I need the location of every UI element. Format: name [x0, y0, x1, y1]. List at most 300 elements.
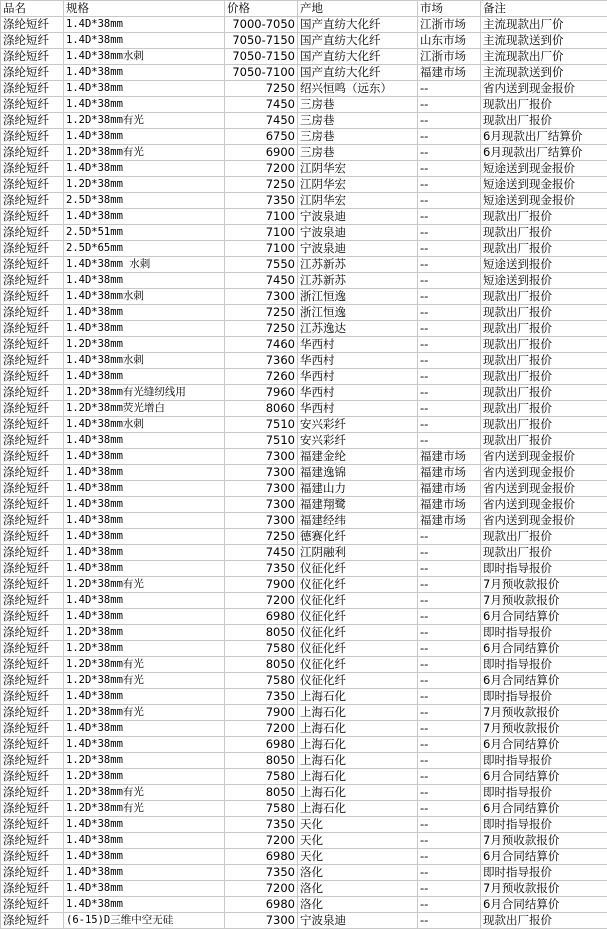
price-cell: 7200 [225, 161, 298, 177]
header-price: 价格 [225, 1, 298, 17]
market-cell: -- [418, 353, 481, 369]
table-row [1, 289, 607, 305]
remark-cell: 省内送到现金报价 [481, 497, 607, 513]
market-cell: -- [418, 385, 481, 401]
remark-cell: 现款出厂报价 [481, 289, 607, 305]
price-cell: 7250 [225, 529, 298, 545]
price-cell: 7300 [225, 513, 298, 529]
price-cell: 7100 [225, 241, 298, 257]
market-cell: -- [418, 913, 481, 929]
price-cell: 7350 [225, 561, 298, 577]
remark-cell: 现款出厂报价 [481, 401, 607, 417]
spec-cell: 1.2D*38mm有光 [64, 705, 225, 721]
origin-cell: 江苏逸达 [298, 321, 418, 337]
market-cell: 福建市场 [418, 449, 481, 465]
remark-cell: 即时指导报价 [481, 785, 607, 801]
price-cell: 8050 [225, 657, 298, 673]
price-cell: 7510 [225, 433, 298, 449]
price-cell: 7100 [225, 225, 298, 241]
origin-cell: 福建山力 [298, 481, 418, 497]
spec-cell: 1.4D*38mm [64, 529, 225, 545]
product-name-cell: 涤纶短纤 [1, 833, 64, 849]
price-cell: 7350 [225, 817, 298, 833]
remark-cell: 现款出厂报价 [481, 305, 607, 321]
table-row [1, 49, 607, 65]
header-spec: 规格 [64, 1, 225, 17]
origin-cell: 华西村 [298, 385, 418, 401]
remark-cell: 即时指导报价 [481, 817, 607, 833]
product-name-cell: 涤纶短纤 [1, 737, 64, 753]
product-name-cell: 涤纶短纤 [1, 81, 64, 97]
table-row [1, 129, 607, 145]
product-name-cell: 涤纶短纤 [1, 769, 64, 785]
product-name-cell: 涤纶短纤 [1, 113, 64, 129]
market-cell: -- [418, 897, 481, 913]
remark-cell: 主流现款出厂价 [481, 49, 607, 65]
product-name-cell: 涤纶短纤 [1, 337, 64, 353]
table-row [1, 385, 607, 401]
spec-cell: 1.4D*38mm [64, 865, 225, 881]
table-row [1, 817, 607, 833]
origin-cell: 浙江恒逸 [298, 305, 418, 321]
price-cell: 7250 [225, 81, 298, 97]
origin-cell: 浙江恒逸 [298, 289, 418, 305]
origin-cell: 江苏新苏 [298, 257, 418, 273]
price-cell: 7200 [225, 593, 298, 609]
market-cell: -- [418, 81, 481, 97]
product-name-cell: 涤纶短纤 [1, 721, 64, 737]
spec-cell: 1.4D*38mm [64, 833, 225, 849]
spec-cell: 1.4D*38mm [64, 721, 225, 737]
table-row [1, 257, 607, 273]
product-name-cell: 涤纶短纤 [1, 17, 64, 33]
table-row [1, 577, 607, 593]
origin-cell: 仪征化纤 [298, 625, 418, 641]
market-cell: -- [418, 209, 481, 225]
market-cell: 福建市场 [418, 497, 481, 513]
origin-cell: 华西村 [298, 401, 418, 417]
table-row [1, 561, 607, 577]
market-cell: -- [418, 161, 481, 177]
product-name-cell: 涤纶短纤 [1, 257, 64, 273]
origin-cell: 宁波泉迪 [298, 225, 418, 241]
table-row [1, 913, 607, 929]
remark-cell: 6月合同结算价 [481, 897, 607, 913]
spec-cell: 1.2D*38mm [64, 641, 225, 657]
spec-cell: 1.4D*38mm [64, 593, 225, 609]
table-row [1, 481, 607, 497]
product-name-cell: 涤纶短纤 [1, 225, 64, 241]
price-cell: 7350 [225, 865, 298, 881]
product-name-cell: 涤纶短纤 [1, 545, 64, 561]
spec-cell: 1.4D*38mm [64, 33, 225, 49]
table-row [1, 865, 607, 881]
spec-cell: 1.4D*38mm [64, 305, 225, 321]
product-name-cell: 涤纶短纤 [1, 241, 64, 257]
table-row [1, 145, 607, 161]
table-row [1, 433, 607, 449]
remark-cell: 现款出厂报价 [481, 353, 607, 369]
remark-cell: 现款出厂报价 [481, 385, 607, 401]
product-name-cell: 涤纶短纤 [1, 753, 64, 769]
origin-cell: 宁波泉迪 [298, 241, 418, 257]
table-row [1, 353, 607, 369]
origin-cell: 上海石化 [298, 801, 418, 817]
origin-cell: 绍兴恒鸣（远东） [298, 81, 418, 97]
product-name-cell: 涤纶短纤 [1, 65, 64, 81]
market-cell: -- [418, 145, 481, 161]
price-cell: 6980 [225, 849, 298, 865]
origin-cell: 仪征化纤 [298, 577, 418, 593]
table-row [1, 593, 607, 609]
price-cell: 7300 [225, 289, 298, 305]
origin-cell: 上海石化 [298, 769, 418, 785]
remark-cell: 7月预收款报价 [481, 593, 607, 609]
remark-cell: 即时指导报价 [481, 657, 607, 673]
price-cell: 7450 [225, 97, 298, 113]
market-cell: -- [418, 273, 481, 289]
product-name-cell: 涤纶短纤 [1, 49, 64, 65]
price-cell: 7510 [225, 417, 298, 433]
product-name-cell: 涤纶短纤 [1, 449, 64, 465]
market-cell: -- [418, 113, 481, 129]
price-cell: 7580 [225, 769, 298, 785]
table-row [1, 273, 607, 289]
price-cell: 7460 [225, 337, 298, 353]
price-cell: 7000-7050 [225, 17, 298, 33]
table-row [1, 753, 607, 769]
product-name-cell: 涤纶短纤 [1, 625, 64, 641]
price-cell: 7580 [225, 673, 298, 689]
product-name-cell: 涤纶短纤 [1, 561, 64, 577]
spec-cell: 1.4D*38mm [64, 65, 225, 81]
spec-cell: 1.4D*38mm [64, 481, 225, 497]
remark-cell: 现款出厂报价 [481, 321, 607, 337]
origin-cell: 江阴华宏 [298, 193, 418, 209]
remark-cell: 6月合同结算价 [481, 737, 607, 753]
spec-cell: 1.2D*38mm有光 [64, 657, 225, 673]
price-cell: 7580 [225, 801, 298, 817]
header-market: 市场 [418, 1, 481, 17]
market-cell: -- [418, 881, 481, 897]
spec-cell: 1.4D*38mm水刺 [64, 353, 225, 369]
origin-cell: 天化 [298, 817, 418, 833]
origin-cell: 天化 [298, 849, 418, 865]
table-row [1, 529, 607, 545]
price-cell: 7350 [225, 193, 298, 209]
origin-cell: 仪征化纤 [298, 673, 418, 689]
product-name-cell: 涤纶短纤 [1, 817, 64, 833]
origin-cell: 上海石化 [298, 689, 418, 705]
product-name-cell: 涤纶短纤 [1, 593, 64, 609]
spec-cell: 1.2D*38mm有光 [64, 785, 225, 801]
remark-cell: 现款出厂报价 [481, 529, 607, 545]
market-cell: -- [418, 689, 481, 705]
table-row [1, 337, 607, 353]
market-cell: -- [418, 753, 481, 769]
price-cell: 7580 [225, 641, 298, 657]
origin-cell: 上海石化 [298, 737, 418, 753]
table-row [1, 657, 607, 673]
remark-cell: 6月合同结算价 [481, 641, 607, 657]
price-cell: 7360 [225, 353, 298, 369]
origin-cell: 仪征化纤 [298, 609, 418, 625]
origin-cell: 上海石化 [298, 705, 418, 721]
remark-cell: 现款出厂报价 [481, 913, 607, 929]
remark-cell: 省内送到现金报价 [481, 81, 607, 97]
spec-cell: 1.2D*38mm有光 [64, 113, 225, 129]
table-row [1, 737, 607, 753]
spec-cell: 1.2D*38mm荧光增白 [64, 401, 225, 417]
origin-cell: 上海石化 [298, 753, 418, 769]
spec-cell: 1.4D*38mm [64, 817, 225, 833]
price-cell: 6980 [225, 897, 298, 913]
remark-cell: 现款出厂报价 [481, 337, 607, 353]
table-row [1, 177, 607, 193]
origin-cell: 上海石化 [298, 785, 418, 801]
market-cell: -- [418, 97, 481, 113]
table-row [1, 465, 607, 481]
remark-cell: 短途送到现金报价 [481, 193, 607, 209]
table-row [1, 625, 607, 641]
remark-cell: 省内送到现金报价 [481, 481, 607, 497]
market-cell: -- [418, 129, 481, 145]
remark-cell: 主流现款送到价 [481, 65, 607, 81]
price-cell: 7100 [225, 209, 298, 225]
remark-cell: 现款出厂报价 [481, 433, 607, 449]
price-cell: 8050 [225, 625, 298, 641]
market-cell: -- [418, 817, 481, 833]
spec-cell: 1.4D*38mm [64, 129, 225, 145]
origin-cell: 洛化 [298, 881, 418, 897]
price-cell: 7260 [225, 369, 298, 385]
product-name-cell: 涤纶短纤 [1, 689, 64, 705]
product-name-cell: 涤纶短纤 [1, 385, 64, 401]
table-row [1, 113, 607, 129]
remark-cell: 现款出厂报价 [481, 209, 607, 225]
header-remark: 备注 [481, 1, 607, 17]
remark-cell: 7月预收款报价 [481, 833, 607, 849]
origin-cell: 天化 [298, 833, 418, 849]
spec-cell: 1.2D*38mm [64, 177, 225, 193]
product-name-cell: 涤纶短纤 [1, 273, 64, 289]
market-cell: -- [418, 241, 481, 257]
market-cell: -- [418, 337, 481, 353]
table-row [1, 545, 607, 561]
market-cell: -- [418, 577, 481, 593]
product-name-cell: 涤纶短纤 [1, 33, 64, 49]
remark-cell: 短途送到报价 [481, 257, 607, 273]
origin-cell: 三房巷 [298, 145, 418, 161]
remark-cell: 7月预收款报价 [481, 577, 607, 593]
origin-cell: 三房巷 [298, 97, 418, 113]
remark-cell: 即时指导报价 [481, 689, 607, 705]
market-cell: -- [418, 801, 481, 817]
spec-cell: 1.4D*38mm [64, 433, 225, 449]
spec-cell: 1.2D*38mm [64, 625, 225, 641]
product-name-cell: 涤纶短纤 [1, 609, 64, 625]
product-name-cell: 涤纶短纤 [1, 785, 64, 801]
origin-cell: 华西村 [298, 353, 418, 369]
spec-cell: 1.4D*38mm [64, 449, 225, 465]
table-row [1, 193, 607, 209]
price-cell: 7900 [225, 577, 298, 593]
origin-cell: 福建金纶 [298, 449, 418, 465]
origin-cell: 安兴彩纤 [298, 417, 418, 433]
product-name-cell: 涤纶短纤 [1, 369, 64, 385]
spec-cell: 1.2D*38mm有光 [64, 673, 225, 689]
market-cell: -- [418, 865, 481, 881]
table-row [1, 321, 607, 337]
table-row [1, 33, 607, 49]
spec-cell: 1.4D*38mm [64, 897, 225, 913]
price-cell: 7300 [225, 449, 298, 465]
product-name-cell: 涤纶短纤 [1, 161, 64, 177]
product-name-cell: 涤纶短纤 [1, 433, 64, 449]
origin-cell: 德赛化纤 [298, 529, 418, 545]
origin-cell: 江阴华宏 [298, 161, 418, 177]
price-cell: 6980 [225, 737, 298, 753]
origin-cell: 国产直纺大化纤 [298, 65, 418, 81]
market-cell: -- [418, 289, 481, 305]
spec-cell: 2.5D*51mm [64, 225, 225, 241]
price-cell: 7450 [225, 545, 298, 561]
table-row [1, 801, 607, 817]
remark-cell: 6月合同结算价 [481, 801, 607, 817]
remark-cell: 6月合同结算价 [481, 849, 607, 865]
spec-cell: 1.4D*38mm [64, 97, 225, 113]
origin-cell: 国产直纺大化纤 [298, 49, 418, 65]
spec-cell: 1.2D*38mm有光 [64, 145, 225, 161]
spec-cell: 1.4D*38mm [64, 881, 225, 897]
spec-cell: 1.4D*38mm [64, 17, 225, 33]
market-cell: -- [418, 545, 481, 561]
remark-cell: 短途送到报价 [481, 273, 607, 289]
remark-cell: 7月预收款报价 [481, 705, 607, 721]
market-cell: 江浙市场 [418, 49, 481, 65]
market-cell: -- [418, 561, 481, 577]
price-cell: 7450 [225, 273, 298, 289]
product-name-cell: 涤纶短纤 [1, 417, 64, 433]
table-row [1, 641, 607, 657]
product-name-cell: 涤纶短纤 [1, 897, 64, 913]
market-cell: -- [418, 401, 481, 417]
market-cell: -- [418, 769, 481, 785]
spec-cell: 1.4D*38mm [64, 369, 225, 385]
table-row [1, 401, 607, 417]
table-row [1, 609, 607, 625]
market-cell: -- [418, 305, 481, 321]
market-cell: -- [418, 833, 481, 849]
market-cell: -- [418, 417, 481, 433]
spec-cell: 1.4D*38mm [64, 321, 225, 337]
header-row [1, 1, 607, 17]
spec-cell: 2.5D*65mm [64, 241, 225, 257]
remark-cell: 现款出厂报价 [481, 225, 607, 241]
market-cell: -- [418, 257, 481, 273]
remark-cell: 省内送到现金报价 [481, 465, 607, 481]
product-name-cell: 涤纶短纤 [1, 129, 64, 145]
product-name-cell: 涤纶短纤 [1, 353, 64, 369]
price-cell: 7250 [225, 305, 298, 321]
table-row [1, 721, 607, 737]
price-cell: 7250 [225, 177, 298, 193]
spec-cell: 2.5D*38mm [64, 193, 225, 209]
market-cell: 福建市场 [418, 465, 481, 481]
spec-cell: 1.4D*38mm水刺 [64, 417, 225, 433]
product-name-cell: 涤纶短纤 [1, 305, 64, 321]
product-name-cell: 涤纶短纤 [1, 193, 64, 209]
spec-cell: 1.4D*38mm [64, 161, 225, 177]
table-row [1, 705, 607, 721]
price-cell: 6900 [225, 145, 298, 161]
product-name-cell: 涤纶短纤 [1, 289, 64, 305]
remark-cell: 现款出厂报价 [481, 97, 607, 113]
spec-cell: (6-15)D三维中空无硅 [64, 913, 225, 929]
market-cell: -- [418, 849, 481, 865]
origin-cell: 福建经纬 [298, 513, 418, 529]
market-cell: -- [418, 641, 481, 657]
product-name-cell: 涤纶短纤 [1, 209, 64, 225]
remark-cell: 现款出厂报价 [481, 545, 607, 561]
spec-cell: 1.4D*38mm [64, 609, 225, 625]
product-name-cell: 涤纶短纤 [1, 577, 64, 593]
origin-cell: 上海石化 [298, 721, 418, 737]
market-cell: 福建市场 [418, 65, 481, 81]
table-row [1, 689, 607, 705]
price-cell: 7300 [225, 913, 298, 929]
remark-cell: 现款出厂报价 [481, 113, 607, 129]
table-row [1, 305, 607, 321]
spec-cell: 1.4D*38mm [64, 849, 225, 865]
spec-cell: 1.4D*38mm [64, 561, 225, 577]
market-cell: 福建市场 [418, 481, 481, 497]
table-row [1, 417, 607, 433]
spec-cell: 1.4D*38mm [64, 465, 225, 481]
table-row [1, 673, 607, 689]
remark-cell: 现款出厂报价 [481, 241, 607, 257]
spec-cell: 1.2D*38mm [64, 337, 225, 353]
spec-cell: 1.4D*38mm水刺 [64, 289, 225, 305]
price-cell: 6980 [225, 609, 298, 625]
market-cell: -- [418, 529, 481, 545]
price-cell: 7050-7150 [225, 33, 298, 49]
price-cell: 8060 [225, 401, 298, 417]
remark-cell: 短途送到现金报价 [481, 161, 607, 177]
price-cell: 6750 [225, 129, 298, 145]
table-row [1, 65, 607, 81]
table-row [1, 449, 607, 465]
origin-cell: 洛化 [298, 897, 418, 913]
price-cell: 7300 [225, 481, 298, 497]
table-row [1, 513, 607, 529]
market-cell: -- [418, 193, 481, 209]
origin-cell: 洛化 [298, 865, 418, 881]
market-cell: -- [418, 225, 481, 241]
price-cell: 7300 [225, 465, 298, 481]
spec-cell: 1.4D*38mm [64, 209, 225, 225]
origin-cell: 宁波泉迪 [298, 209, 418, 225]
market-cell: -- [418, 705, 481, 721]
product-name-cell: 涤纶短纤 [1, 641, 64, 657]
market-cell: -- [418, 369, 481, 385]
origin-cell: 仪征化纤 [298, 657, 418, 673]
remark-cell: 即时指导报价 [481, 753, 607, 769]
header-product-name: 品名 [1, 1, 64, 17]
remark-cell: 6月现款出厂结算价 [481, 129, 607, 145]
origin-cell: 国产直纺大化纤 [298, 33, 418, 49]
origin-cell: 三房巷 [298, 129, 418, 145]
